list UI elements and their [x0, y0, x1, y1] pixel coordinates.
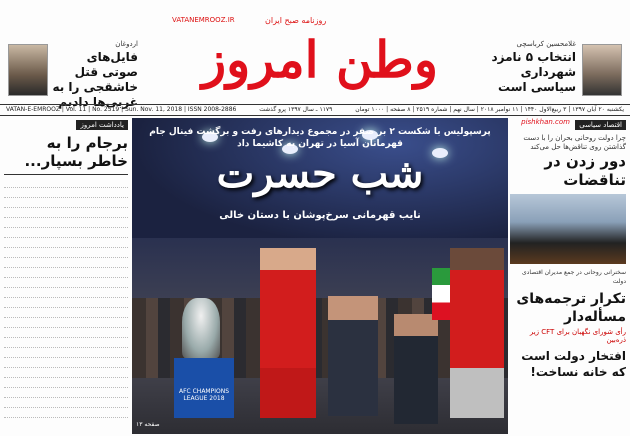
- text-line: [4, 279, 128, 288]
- lead-kicker: پرسپولیس با شکست ۲ بر صفر در مجموع دیدارهای رفت و برگشت فینال جام قهرمانان آسیا در تهران به کاشیما داد: [149, 127, 491, 149]
- text-line: [4, 369, 128, 378]
- text-line: [4, 269, 128, 278]
- text-line: [4, 249, 128, 258]
- lead-headline: شب حسرت: [216, 150, 424, 197]
- logo-site: VATANEMROOZ.IR: [172, 16, 235, 24]
- text-line: [4, 409, 128, 418]
- page-reference: صفحه ۱۳: [136, 421, 160, 428]
- left-column-editorial[interactable]: [4, 120, 128, 434]
- player-figure-left: [260, 248, 316, 418]
- trophy-image: [182, 298, 220, 358]
- right-section-label: اقتصاد سیاسی: [575, 120, 626, 130]
- dateline: [0, 104, 630, 116]
- right-text: سخنرانی روحانی در جمع مدیران اقتصادی دولت: [521, 269, 626, 285]
- right-teaser-headline: انتخاب ۵ نامزد شهرداری سیاسی است: [491, 50, 576, 94]
- text-line: [4, 359, 128, 368]
- text-line: [4, 289, 128, 298]
- divider: [4, 174, 128, 175]
- watermark: pishkhan.com: [521, 118, 570, 126]
- logo-name: وطن امروز: [202, 30, 438, 89]
- afc-banner: AFC CHAMPIONS LEAGUE 2018: [174, 358, 234, 418]
- text-line: [4, 199, 128, 208]
- right-column[interactable]: [510, 120, 626, 434]
- masthead: [0, 0, 630, 109]
- dateline-en: VATAN-E-EMROOZ | Vol. 11 | No. 2519 | Sun. Nov. 11, 2018 | ISSN 2008-2886: [6, 106, 237, 113]
- karbaschi-photo: [582, 44, 622, 96]
- text-line: [4, 209, 128, 218]
- masthead-left-teaser[interactable]: [8, 40, 138, 109]
- text-line: [4, 239, 128, 248]
- text-line: [4, 229, 128, 238]
- text-line: [4, 389, 128, 398]
- erdogan-photo: [8, 44, 48, 96]
- text-line: [4, 349, 128, 358]
- editorial-section-label: یادداشت امروز: [76, 120, 128, 130]
- right-title-3: افتخار دولت است که خانه نساخت!: [521, 349, 626, 379]
- text-line: [4, 329, 128, 338]
- lead-story[interactable]: [132, 118, 508, 434]
- right-teaser-kicker: غلامحسین کرباسچی: [516, 40, 576, 48]
- masthead-right-teaser[interactable]: [482, 40, 622, 100]
- logo-tagline: روزنامه صبح ایران: [265, 16, 327, 25]
- player-figure-right: [450, 248, 504, 418]
- text-line: [4, 259, 128, 268]
- text-line: [4, 309, 128, 318]
- official-figure-2: [394, 314, 438, 424]
- text-line: [4, 179, 128, 188]
- left-teaser-headline: فایل‌های صوتی قتل خاشقجی را به غربی‌ها دادیم: [52, 50, 138, 109]
- dateline-fa2: ۱۱۷۹ ـ سال ۱۳۹۷ پرو گذشت: [259, 106, 333, 113]
- right-kicker: چرا دولت روحانی بحران را با دست گذاشتن روی تناقض‌ها حل می‌کند: [523, 134, 626, 151]
- dateline-fa: یکشنبه ۲۰ آبان ۱۳۹۷ | ۳ ربیع‌الاول ۱۴۴۰ | ۱۱ نوامبر ۲۰۱۸ | سال نهم | شماره ۲۵۱۹ | ۸ صفحه | ۱۰۰۰ تومان: [355, 106, 624, 113]
- text-line: [4, 189, 128, 198]
- editorial-title: برجام را به خاطر بسپار...: [24, 134, 128, 170]
- official-figure: [328, 296, 378, 416]
- right-title: دور زدن در تناقضات: [544, 152, 626, 189]
- text-line: [4, 319, 128, 328]
- text-line: [4, 219, 128, 228]
- text-line: [4, 299, 128, 308]
- editorial-body: [4, 179, 128, 429]
- text-line: [4, 399, 128, 408]
- left-teaser-kicker: اردوغان: [115, 40, 138, 48]
- lead-subhead: نایب قهرمانی سرخ‌پوشان با دستان خالی: [219, 210, 421, 221]
- newspaper-logo: [170, 16, 470, 96]
- rouhani-photo: [510, 194, 626, 264]
- text-line: [4, 339, 128, 348]
- right-title-2: تکرار ترجمه‌های مسأله‌دار: [516, 291, 626, 325]
- text-line: [4, 379, 128, 388]
- right-red-line: رأی شورای نگهبان برای CFT زیر ذره‌بین: [529, 328, 626, 344]
